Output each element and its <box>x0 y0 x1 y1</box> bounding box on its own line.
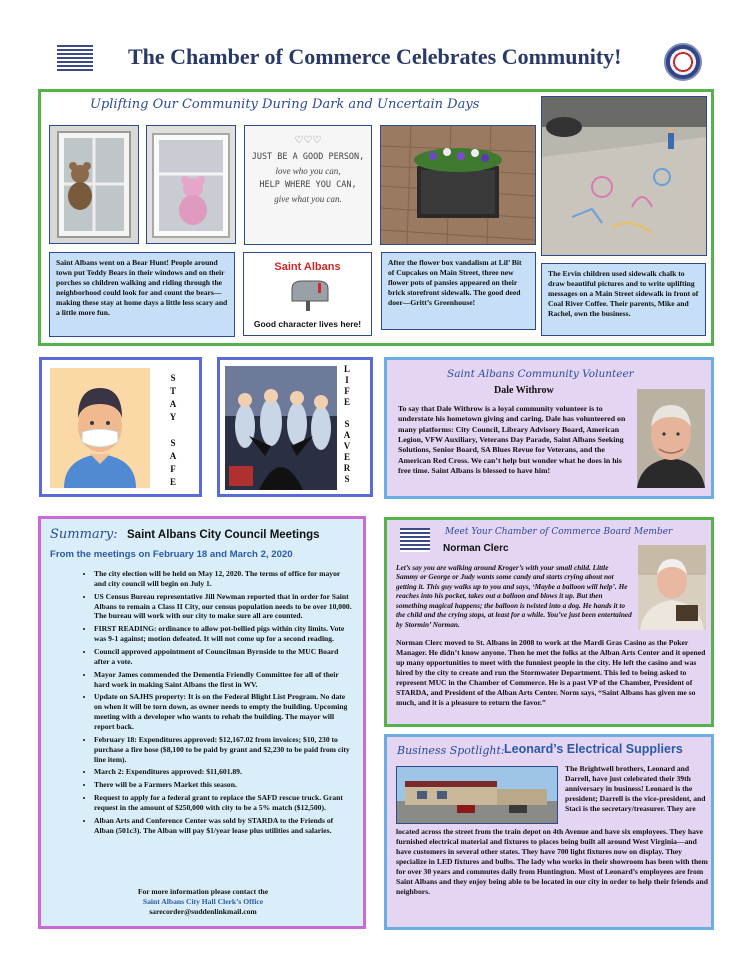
bear-window-photo-2 <box>146 125 236 244</box>
bear-window-photo-1 <box>49 125 139 244</box>
flower-box-caption-text: After the flower box vandalism at Lil’ Bit of Cupcakes on Main Street, three new flower pots of pansies appeared on their brick storefront sidewalk. The good deed doer—Gritt’s Greenhouse! <box>388 258 522 308</box>
life-savers-letter: A <box>343 430 351 440</box>
stay-safe-letter: F <box>170 464 176 474</box>
council-note: • March 2: Expenditures approved: $11,601.89. <box>94 767 354 777</box>
sign-line-4: give what you can. <box>274 194 342 204</box>
stay-safe-letter: A <box>169 399 177 409</box>
norman-clerc-photo <box>638 545 706 630</box>
masked-person-illustration <box>50 368 150 488</box>
council-note: • There will be a Farmers Market this season. <box>94 780 354 790</box>
volunteer-heading: Saint Albans Community Volunteer <box>447 368 634 380</box>
city-seal-logo <box>664 43 702 81</box>
stay-safe-letter: S <box>170 438 176 448</box>
logo-title: Saint Albans <box>274 261 341 273</box>
council-note: • Update on SAJHS property: It is on the Federal Blight List Program. No date on when it will be torn down, as owner needs to empty the building. Upcoming meeting with a developer who wants to rehab the building. The mayor will report back. <box>94 692 354 731</box>
life-savers-vertical-text <box>340 364 354 485</box>
life-savers-letter: L <box>343 364 350 374</box>
stay-safe-letter: Y <box>169 412 177 422</box>
council-note: • Alban Arts and Conference Center was sold by STARDA to the Friends of Alban (501c3). The Alban will pay $1/year lease plus utilities and salaries. <box>94 816 354 836</box>
life-savers-letter: E <box>343 397 350 407</box>
volunteer-body: To say that Dale Withrow is a loyal community volunteer is to understate his hometown giving and caring. Dale has volunteered on many platforms: City Council, Library Advisory Board, American Legion, VFW Auxiliary, Veterans Day Parade, Saint Albans Seeking Solutions, Senior Board, SA Blues Revue for Veterans, and the American Red Cross. We can’t help but wonder what he does in his free time. Saint Albans is blessed to have him! <box>398 404 626 476</box>
mailbox-icon <box>288 279 330 311</box>
council-note: • Council approved appointment of Councilman Byrnside to the MUC Board after a vote. <box>94 647 354 667</box>
life-savers-letter: S <box>344 419 350 429</box>
contact-email[interactable]: sarecorder@suddenlinkmail.com <box>149 906 257 916</box>
council-note: • February 18: Expenditures approved: $12,167.02 from invoices; $10, 230 to purchase a fire hose ($8,100 to be paid by grant and $2,230 to be paid from city line item). <box>94 735 354 765</box>
life-savers-letter: V <box>343 441 351 451</box>
flower-box-photo <box>380 125 536 245</box>
life-savers-letter <box>340 408 354 419</box>
summary-subtitle: From the meetings on February 18 and March 2, 2020 <box>50 549 293 560</box>
saint-albans-logo-box <box>243 252 372 336</box>
sidewalk-chalk-caption-text: The Ervin children used sidewalk chalk to draw beautiful pictures and to write uplifting messages on a Main Street sidewalk in front of Coal River Coffee. Their parents, Mike and Rachel, own the business. <box>548 269 699 319</box>
board-story: Let’s say you are walking around Kroger’s with your small child. Little Sammy or George or Judy wants some candy and starts crying about not getting it. This guy walks up to you and says, ‘Maybe a balloon will help’. He reaches into his pocket, takes out a balloon and blows it up. But then something magical happens; the balloon is twisted into a dog. He hands it to the child and the crying stops, at least for a while. You’ve just been entertained by Stormin’ Norman. <box>396 563 632 629</box>
health-workers-illustration <box>225 366 337 490</box>
board-heading: Meet Your Chamber of Commerce Board Member <box>445 527 673 537</box>
bear-hunt-caption-text: Saint Albans went on a Bear Hunt! People around town put Teddy Bears in their windows and on their porches so children walking and riding through the neighborhood could look for and count the bears—making these stay at home days a little less scary and a little more fun. <box>56 258 228 318</box>
sidewalk-chalk-caption <box>541 263 706 336</box>
stay-safe-letter: E <box>169 477 176 487</box>
contact-office: Saint Albans City Hall Clerk’s Office <box>142 896 264 906</box>
stay-safe-letter: A <box>169 451 177 461</box>
life-savers-letter: R <box>343 463 351 473</box>
stay-safe-vertical-text <box>166 372 180 489</box>
summary-contact <box>60 887 346 917</box>
council-note: • Mayor James commended the Dementia Friendly Committee for all of their hard work in making Saint Albans the first in WV. <box>94 670 354 690</box>
council-notes-list <box>78 569 354 839</box>
life-savers-letter: I <box>345 375 349 385</box>
council-note: • FIRST READING: ordinance to allow pot-bellied pigs within city limits. Vote was 9-1 against; motion defeated. It will not come up for a second reading. <box>94 624 354 644</box>
page-title: The Chamber of Commerce Celebrates Community! <box>128 44 622 69</box>
dale-withrow-photo <box>637 389 705 488</box>
sign-hearts-icon: ♡♡♡ <box>294 135 322 146</box>
leonards-store-photo <box>396 766 558 824</box>
board-stripe-logo <box>400 528 430 552</box>
flower-box-caption <box>381 252 536 330</box>
spotlight-intro: The Brightwell brothers, Leonard and Darrell, have just celebrated their 39th anniversary in business! Leonard is the president; Darrell is the vice-president, and Staci is the secretary/treasurer. They are <box>565 764 706 814</box>
council-note: • US Census Bureau representative Jill Newman reported that in order for Saint Albans to remain a Class II City, our census population needs to be over 10,000. The bureau will work with our city to make sure all are counted. <box>94 592 354 622</box>
spotlight-label: Business Spotlight: <box>397 744 505 757</box>
life-savers-letter: E <box>343 452 350 462</box>
spotlight-title: Leonard’s Electrical Suppliers <box>504 742 683 756</box>
contact-intro: For more information please contact the <box>137 887 269 896</box>
sign-line-2: love who you can, <box>275 166 341 176</box>
life-savers-letter: F <box>344 386 350 396</box>
council-note: • The city election will be held on May 12, 2020. The terms of office for mayor and city council will begin on July 1. <box>94 569 354 589</box>
council-note: • Request to apply for a federal grant to replace the SAFD rescue truck. Grant request in the amount of $250,000 with city to be a 5% match ($12,500). <box>94 793 354 813</box>
bear-hunt-caption <box>49 252 235 337</box>
life-savers-letter: S <box>344 474 350 484</box>
good-person-sign <box>244 125 372 245</box>
volunteer-name: Dale Withrow <box>494 385 554 396</box>
summary-title: Saint Albans City Council Meetings <box>127 529 320 541</box>
uplifting-heading: Uplifting Our Community During Dark and Uncertain Days <box>90 97 480 112</box>
stay-safe-letter: T <box>169 386 176 396</box>
logo-tagline: Good character lives here! <box>253 319 362 329</box>
board-member-name: Norman Clerc <box>443 543 509 554</box>
sidewalk-chalk-photo <box>541 96 707 256</box>
board-bio: Norman Clerc moved to St. Albans in 2008 to work at the Mardi Gras Casino as the Poker Manager. He didn’t know anyone. Then he met the folks at the Alban Arts Center and it opened up many opportunities to meet with the funniest people in the city. He left the casino and was hired by the city to create and run the Stormwater Department. This led to being asked to represent MUC in the Chamber of Commerce. He is a past VP of the Chamber, President of STARDA, and President of the Alban Arts Center. Norm says, “Saint Albans has given me so much, and it is a pleasure to return the favor.” <box>396 638 706 708</box>
header-stripe-logo <box>57 45 93 71</box>
stay-safe-letter <box>166 424 180 437</box>
summary-label: Summary: <box>50 527 118 542</box>
stay-safe-letter: S <box>170 373 176 383</box>
sign-line-3: HELP WHERE YOU CAN, <box>259 180 357 190</box>
sign-line-1: JUST BE A GOOD PERSON, <box>251 152 365 162</box>
spotlight-body: located across the street from the train depot on 4th Avenue and have six employees. They have furnished electrical material and fixtures to places being built all around West Virginia—and have customers in several other states. They have 700 light fixtures now on display. They specialize in LED fixtures and bulbs. The lady who works in their showroom has been with them for over 30 years and commutes daily from Huntington. Most of Leonard’s employees are from Saint Albans and they enjoy being able to be located in our city in order to help their friends and neighbors. <box>396 827 709 897</box>
